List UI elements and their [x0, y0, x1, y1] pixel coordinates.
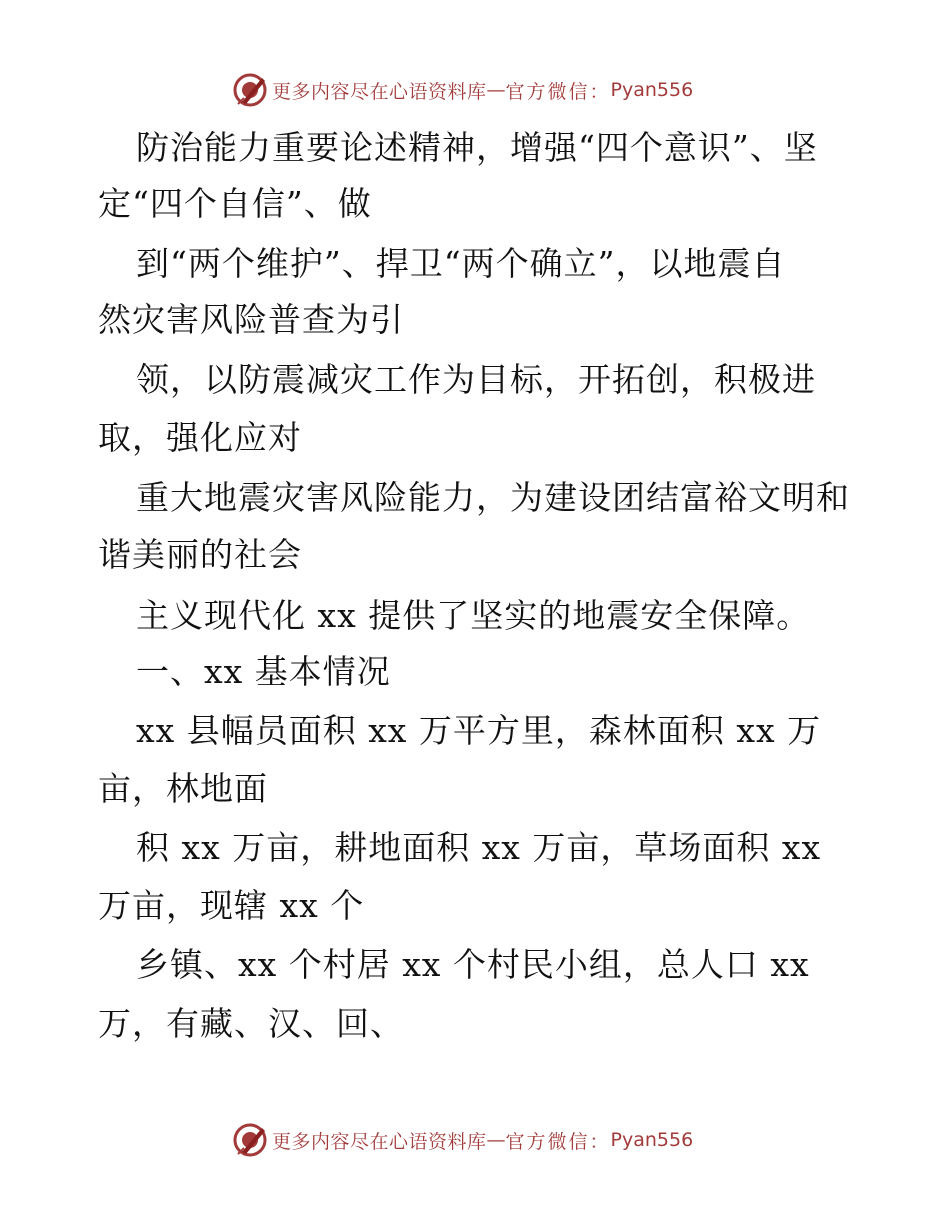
paragraph-3-line-1: 领，以防震减灾工作为目标，开拓创，积极进 [136, 360, 816, 399]
pen-logo-icon [232, 72, 268, 108]
paragraph-2-line-1: 到“两个维护”、捍卫“两个确立”，以地震自 [136, 244, 786, 283]
section-heading: 一、xx 基本情况 [136, 652, 391, 691]
watermark-text: 更多内容尽在心语资料库 [272, 1130, 487, 1153]
watermark-wechat-id: Pyan556 [610, 79, 694, 101]
paragraph-3-line-2: 取，强化应对 [98, 418, 302, 457]
watermark-wechat-label: 官方微信： [505, 1130, 611, 1153]
pen-logo-icon [232, 1122, 268, 1158]
watermark-wechat-id: Pyan556 [610, 1129, 694, 1151]
watermark-text: 更多内容尽在心语资料库 [272, 80, 487, 103]
paragraph-7-line-2: 亩，林地面 [98, 769, 268, 808]
watermark-wechat-label: 官方微信： [505, 80, 611, 103]
watermark-banner-bottom [232, 1122, 693, 1158]
watermark-separator: — [486, 79, 506, 101]
paragraph-9-line-1: 乡镇、xx 个村居 xx 个村民小组，总人口 xx [136, 945, 810, 984]
paragraph-1-line-2: 定“四个自信”、做 [98, 184, 372, 223]
paragraph-4-line-2: 谐美丽的社会 [98, 535, 302, 574]
paragraph-5-line-1: 主义现代化 xx 提供了坚实的地震安全保障。 [136, 596, 811, 635]
paragraph-7-line-1: xx 县幅员面积 xx 万平方里，森林面积 xx 万 [136, 711, 822, 750]
paragraph-1-line-1: 防治能力重要论述精神，增强“四个意识”、坚 [136, 128, 818, 167]
watermark-banner-top [232, 72, 693, 108]
paragraph-4-line-1: 重大地震灾害风险能力，为建设团结富裕文明和 [136, 478, 850, 517]
paragraph-8-line-2: 万亩，现辖 xx 个 [98, 886, 365, 925]
watermark-separator: — [486, 1129, 506, 1151]
paragraph-2-line-2: 然灾害风险普查为引 [98, 300, 404, 339]
paragraph-8-line-1: 积 xx 万亩，耕地面积 xx 万亩，草场面积 xx [136, 828, 822, 867]
paragraph-9-line-2: 万，有藏、汉、回、 [98, 1004, 404, 1043]
